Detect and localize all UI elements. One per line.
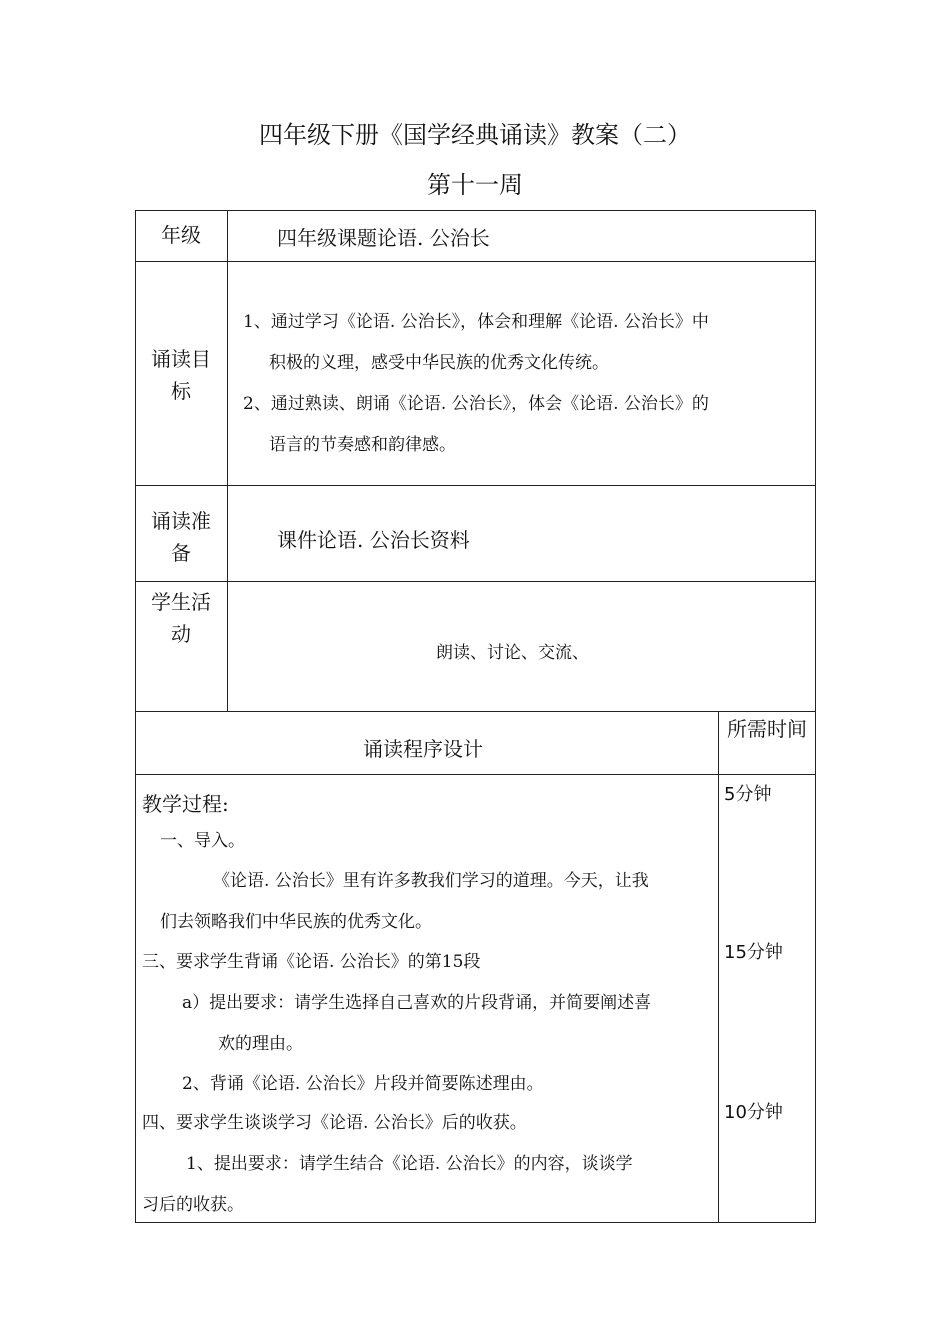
process-step: 一、导入。 xyxy=(160,831,245,851)
label-column-divider xyxy=(227,210,228,712)
time-value: 10分钟 xyxy=(724,1102,783,1123)
goal-line: 2、通过熟读、朗诵《论语. 公治长》，体会《论语. 公治长》的 xyxy=(243,394,709,414)
goal-line: 积极的义理，感受中华民族的优秀文化传统。 xyxy=(269,353,609,373)
time-header: 所需时间 xyxy=(727,717,807,741)
process-text: a）提出要求：请学生选择自己喜欢的片段背诵，并简要阐述喜 xyxy=(182,993,652,1013)
row-divider xyxy=(135,581,816,582)
process-step: 三、要求学生背诵《论语. 公治长》的第15段 xyxy=(142,952,481,972)
process-text: 《论语. 公治长》里有许多教我们学习的道理。今天，让我 xyxy=(213,871,649,891)
goal-line: 1、通过学习《论语. 公治长》，体会和理解《论语. 公治长》中 xyxy=(243,312,709,332)
time-column-divider xyxy=(718,711,719,1223)
grade-label: 年级 xyxy=(161,223,201,247)
process-text: 习后的收获。 xyxy=(142,1195,244,1215)
process-heading: 教学过程: xyxy=(142,792,229,816)
goal-label: 诵读目标 xyxy=(151,347,211,403)
process-text: 1、提出要求：请学生结合《论语. 公治长》的内容，谈谈学 xyxy=(186,1154,633,1174)
prep-label: 诵读准备 xyxy=(151,509,211,565)
week-subtitle: 第十一周 xyxy=(427,171,523,199)
table-border-left xyxy=(135,210,136,1223)
process-text: 欢的理由。 xyxy=(218,1034,303,1054)
table-border-top xyxy=(135,210,816,211)
row-divider xyxy=(135,711,816,712)
row-divider xyxy=(135,774,816,775)
table-border-bottom xyxy=(135,1222,816,1223)
process-text: 2、背诵《论语. 公治长》片段并简要陈述理由。 xyxy=(182,1074,544,1094)
document-title: 四年级下册《国学经典诵读》教案（二） xyxy=(259,121,691,149)
activity-label: 学生活动 xyxy=(151,590,211,646)
design-header: 诵读程序设计 xyxy=(363,737,483,761)
time-value: 5分钟 xyxy=(724,784,772,805)
table-border-right xyxy=(815,210,816,1223)
prep-value: 课件论语. 公治长资料 xyxy=(277,528,470,552)
grade-value: 四年级课题论语. 公治长 xyxy=(277,226,490,250)
row-divider xyxy=(135,261,816,262)
process-step: 四、要求学生谈谈学习《论语. 公治长》后的收获。 xyxy=(142,1113,527,1133)
activity-value: 朗读、讨论、交流、 xyxy=(436,643,589,663)
time-value: 15分钟 xyxy=(724,942,783,963)
row-divider xyxy=(135,485,816,486)
goal-line: 语言的节奏感和韵律感。 xyxy=(269,435,456,455)
process-text: 们去领略我们中华民族的优秀文化。 xyxy=(160,912,432,932)
